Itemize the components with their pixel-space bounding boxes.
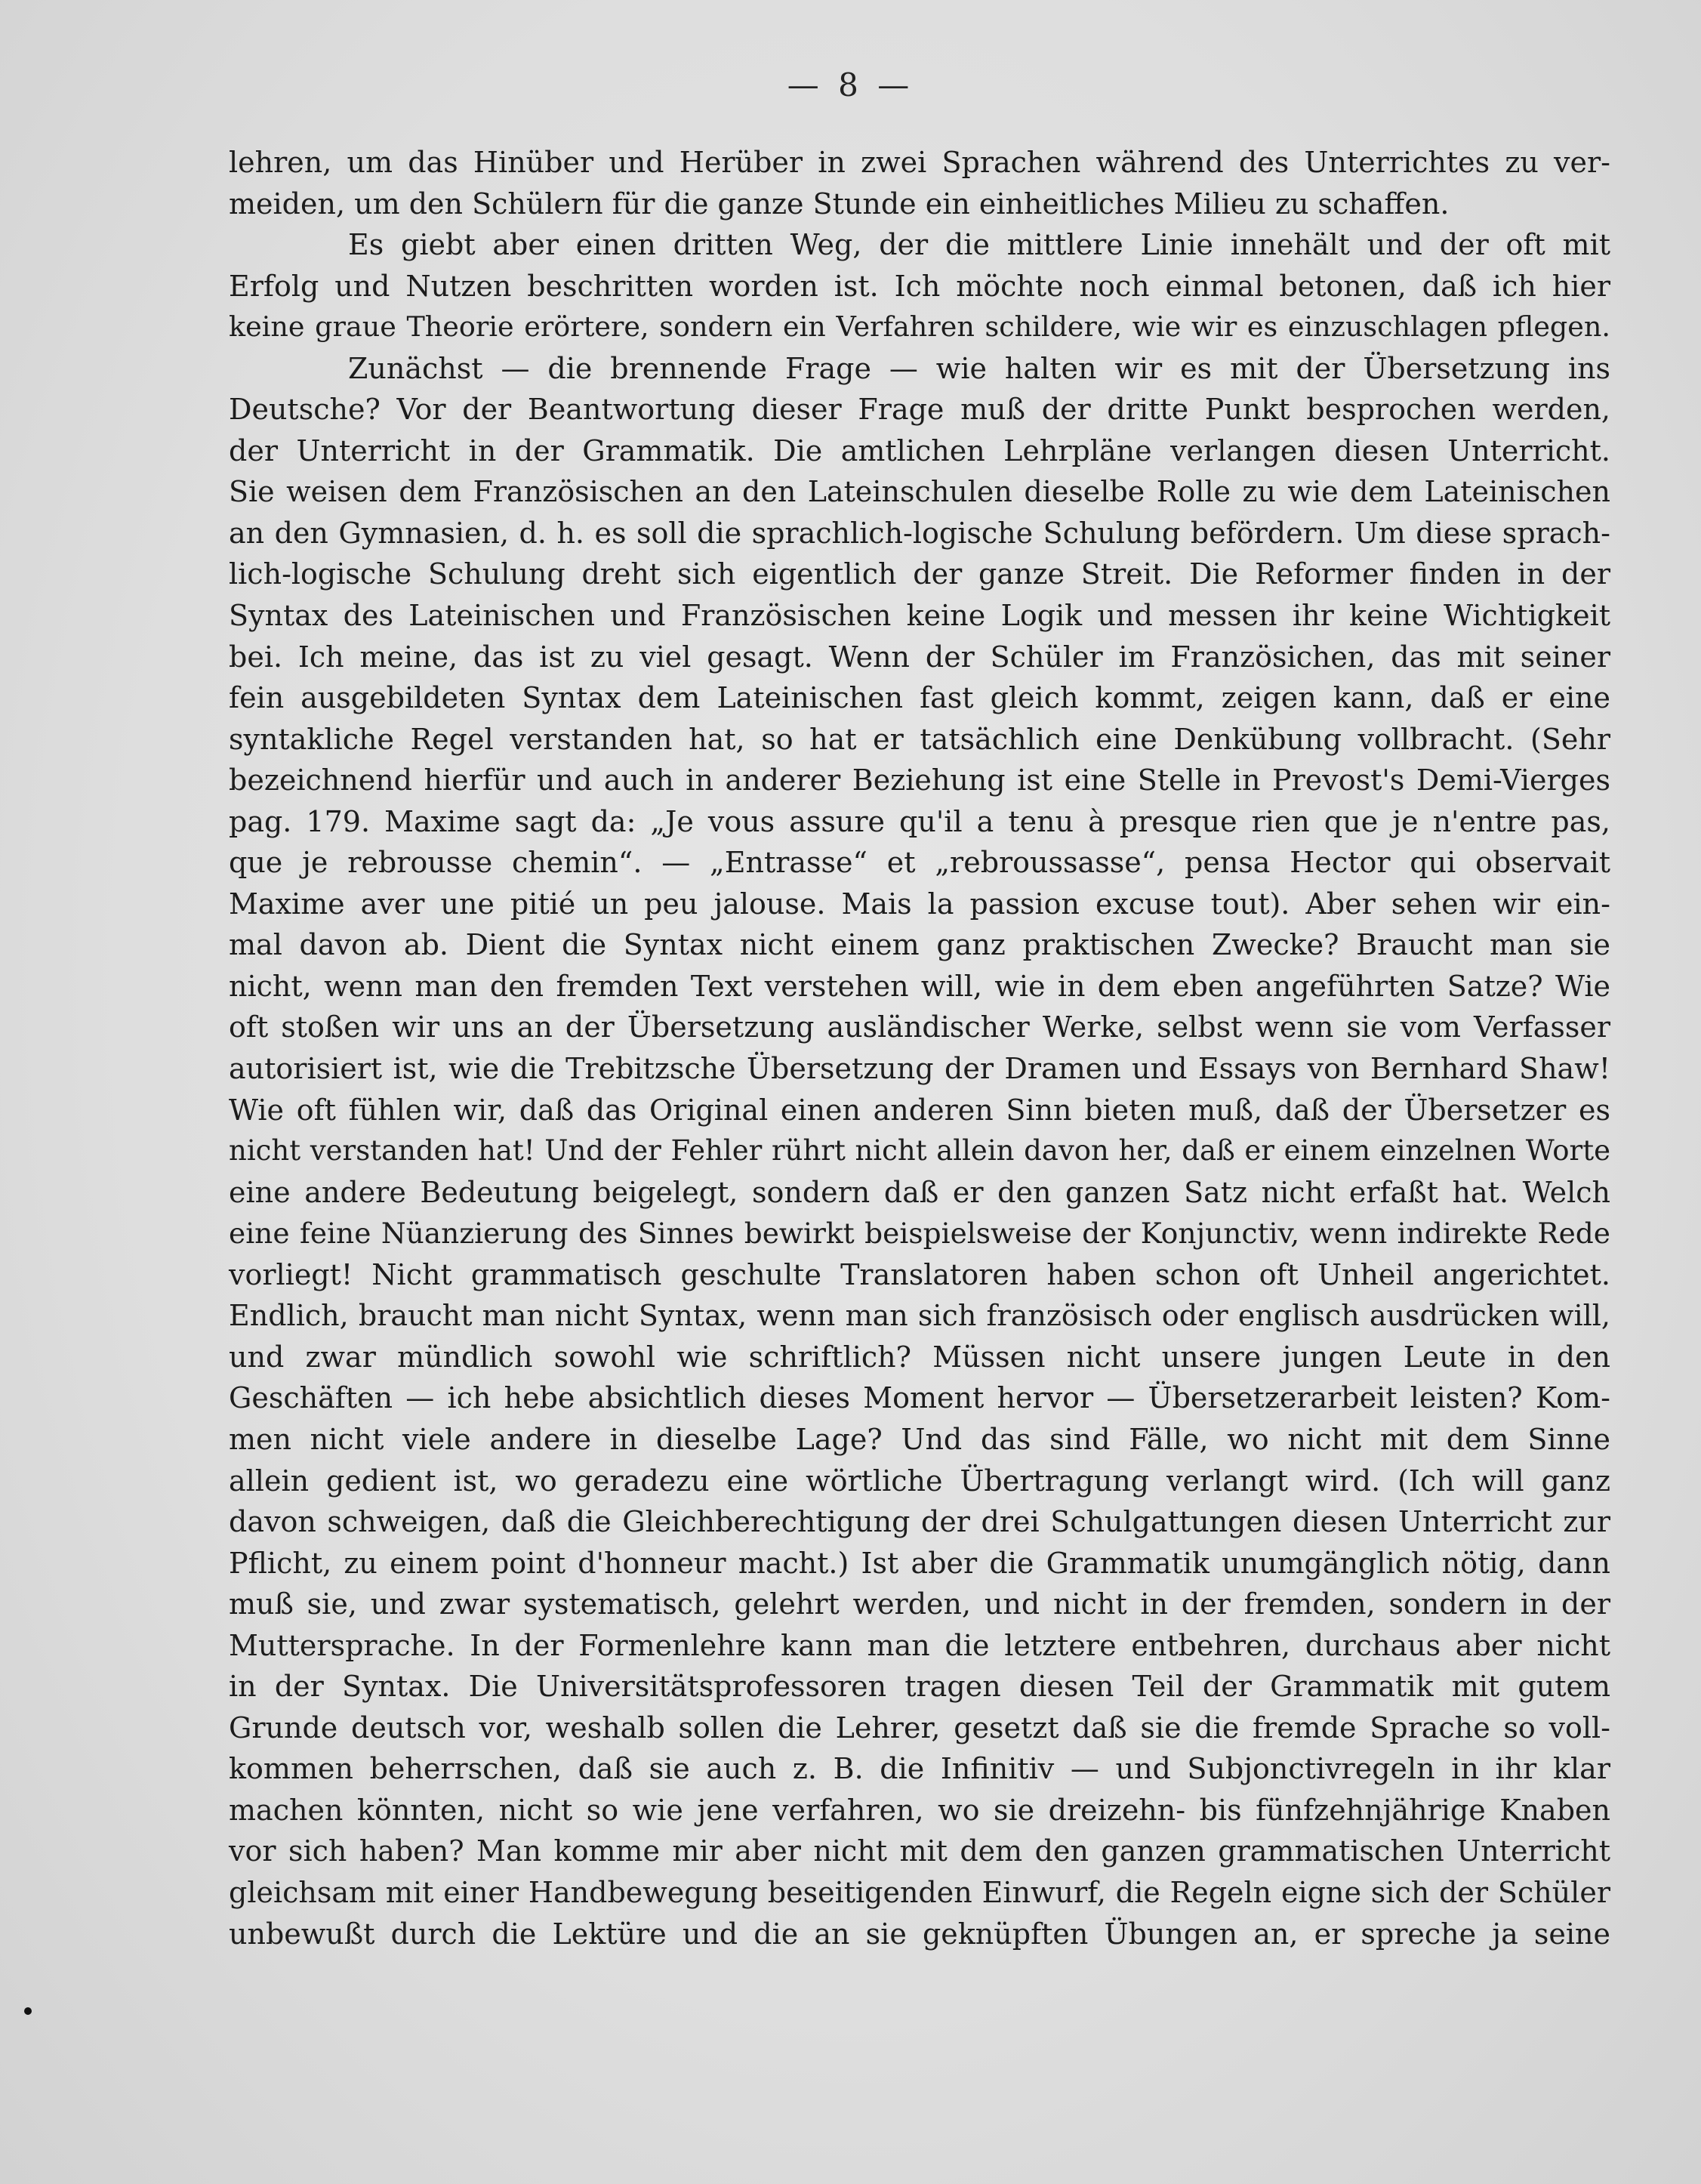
text-line: Erfolg und Nutzen beschritten worden ist. Ich möchte noch einmal betonen, daß ich hier [229, 269, 1610, 303]
text-line: bezeichnend hierfür und auch in anderer Beziehung ist eine Stelle in Prevost's Demi-Vierges [229, 763, 1610, 797]
text-line: Pflicht, zu einem point d'honneur macht.) Ist aber die Grammatik unumgänglich nötig, dann [229, 1546, 1610, 1580]
ink-speck [24, 2007, 32, 2015]
text-line: eine feine Nüanzierung des Sinnes bewirkt beispielsweise der Konjunctiv, wenn indirekte Rede [229, 1217, 1610, 1251]
text-line: machen könnten, nicht so wie jene verfahren, wo sie dreizehn- bis fünfzehnjährige Knaben [229, 1793, 1610, 1827]
text-line: lich-logische Schulung dreht sich eigentlich der ganze Streit. Die Reformer finden in der [229, 557, 1610, 591]
text-line: kommen beherrschen, daß sie auch z. B. die Infinitiv — und Subjonctivregeln in ihr klar [229, 1752, 1610, 1786]
text-line: Sie weisen dem Französischen an den Lateinschulen dieselbe Rolle zu wie dem Lateinischen [229, 475, 1610, 509]
text-line: gleichsam mit einer Handbewegung beseitigenden Einwurf, die Regeln eigne sich der Schüler [229, 1875, 1610, 1909]
text-line: oft stoßen wir uns an der Übersetzung ausländischer Werke, selbst wenn sie vom Verfasser [229, 1010, 1610, 1044]
text-line: Deutsche? Vor der Beantwortung dieser Frage muß der dritte Punkt besprochen werden, [229, 393, 1610, 427]
text-line: bei. Ich meine, das ist zu viel gesagt. Wenn der Schüler im Französichen, das mit seiner [229, 640, 1610, 674]
page-number: — 8 — [787, 66, 914, 103]
text-line: Grunde deutsch vor, weshalb sollen die Lehrer, gesetzt daß sie die fremde Sprache so voll- [229, 1710, 1610, 1744]
text-line: syntakliche Regel verstanden hat, so hat er tatsächlich eine Denkübung vollbracht. (Sehr [229, 722, 1610, 756]
text-line: an den Gymnasien, d. h. es soll die sprachlich-logische Schulung befördern. Um diese sprach- [229, 516, 1610, 550]
text-line: allein gedient ist, wo geradezu eine wörtliche Übertragung verlangt wird. (Ich will ganz [229, 1464, 1610, 1498]
text-line: Endlich, braucht man nicht Syntax, wenn man sich französisch oder englisch ausdrücken will, [229, 1299, 1610, 1333]
text-line: mal davon ab. Dient die Syntax nicht einem ganz praktischen Zwecke? Braucht man sie [229, 928, 1610, 962]
text-line: nicht verstanden hat! Und der Fehler rührt nicht allein davon her, daß er einem einzelnen Worte [229, 1134, 1610, 1168]
text-line: unbewußt durch die Lektüre und die an sie geknüpften Übungen an, er spreche ja seine [229, 1917, 1610, 1951]
text-line: Muttersprache. In der Formenlehre kann man die letztere entbehren, durchaus aber nicht [229, 1628, 1610, 1662]
text-line: eine andere Bedeutung beigelegt, sondern daß er den ganzen Satz nicht erfaßt hat. Welch [229, 1175, 1610, 1209]
text-line: men nicht viele andere in dieselbe Lage? Und das sind Fälle, wo nicht mit dem Sinne [229, 1422, 1610, 1456]
text-line: vor sich haben? Man komme mir aber nicht mit dem den ganzen grammatischen Unterricht [229, 1834, 1610, 1868]
text-line: keine graue Theorie erörtere, sondern ein Verfahren schildere, wie wir es einzuschlagen pflegen. [229, 310, 1610, 344]
text-line: fein ausgebildeten Syntax dem Lateinischen fast gleich kommt, zeigen kann, daß er eine [229, 681, 1610, 715]
text-line: lehren, um das Hinüber und Herüber in zwei Sprachen während des Unterrichtes zu ver- [229, 146, 1610, 179]
text-line: und zwar mündlich sowohl wie schriftlich? Müssen nicht unsere jungen Leute in den [229, 1340, 1610, 1374]
text-line: que je rebrousse chemin“. — „Entrasse“ et „rebroussasse“, pensa Hector qui observait [229, 846, 1610, 880]
text-line: meiden, um den Schülern für die ganze Stunde ein einheitliches Milieu zu schaffen. [229, 187, 1450, 221]
text-line: Wie oft fühlen wir, daß das Original einen anderen Sinn bieten muß, daß der Übersetzer es [229, 1093, 1610, 1127]
text-line: muß sie, und zwar systematisch, gelehrt werden, und nicht in der fremden, sondern in der [229, 1587, 1610, 1621]
text-line: nicht, wenn man den fremden Text verstehen will, wie in dem eben angeführten Satze? Wie [229, 969, 1610, 1003]
text-line: Zunächst — die brennende Frage — wie halten wir es mit der Übersetzung ins [348, 351, 1610, 385]
text-line: in der Syntax. Die Universitätsprofessoren tragen diesen Teil der Grammatik mit gutem [229, 1670, 1610, 1704]
body-text [229, 142, 1610, 1954]
text-line: Syntax des Lateinischen und Französischen keine Logik und messen ihr keine Wichtigkeit [229, 599, 1610, 633]
text-line: autorisiert ist, wie die Trebitzsche Übersetzung der Dramen und Essays von Bernhard Shaw! [229, 1052, 1610, 1086]
text-line: vorliegt! Nicht grammatisch geschulte Translatoren haben schon oft Unheil angerichtet. [229, 1257, 1610, 1291]
text-line: der Unterricht in der Grammatik. Die amtlichen Lehrpläne verlangen diesen Unterricht. [229, 433, 1610, 467]
text-line: Es giebt aber einen dritten Weg, der die mittlere Linie innehält und der oft mit [348, 228, 1610, 262]
text-line: pag. 179. Maxime sagt da: „Je vous assure qu'il a tenu à presque rien que je n'entre pas, [229, 804, 1610, 838]
text-line: Geschäften — ich hebe absichtlich dieses Moment hervor — Übersetzerarbeit leisten? Kom- [229, 1381, 1610, 1415]
text-line: davon schweigen, daß die Gleichberechtigung der drei Schulgattungen diesen Unterricht zur [229, 1505, 1610, 1539]
text-line: Maxime aver une pitié un peu jalouse. Mais la passion excuse tout). Aber sehen wir ein- [229, 887, 1610, 921]
